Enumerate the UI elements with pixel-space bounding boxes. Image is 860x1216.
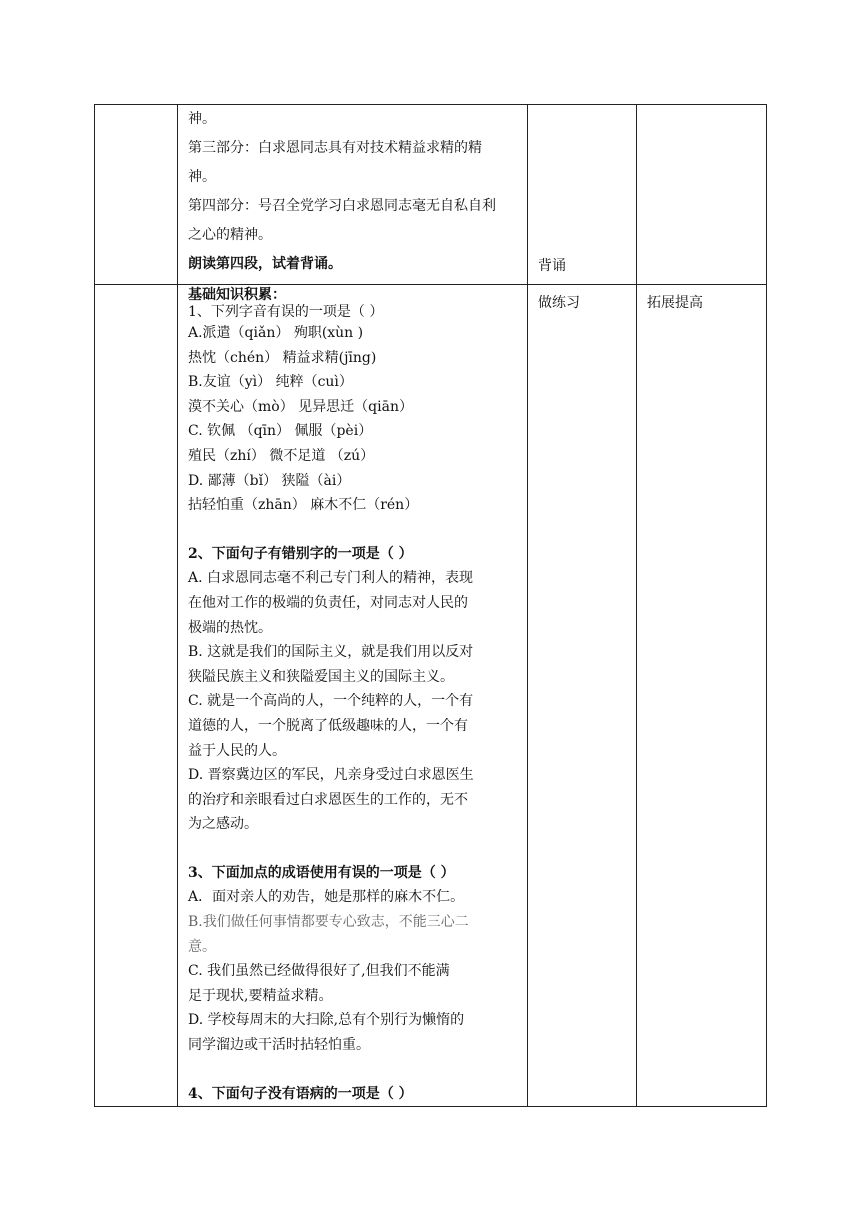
question-2-line: 的治疗和亲眼看过白求恩医生的工作的，无不 xyxy=(188,791,468,808)
summary-line: 第四部分：号召全党学习白求恩同志毫无自私自利 xyxy=(188,198,496,214)
summary-line: 神。 xyxy=(188,169,216,185)
question-2-stem: 2、下面句子有错别字的一项是（ ） xyxy=(188,545,413,562)
cell-empty-right xyxy=(637,105,767,285)
question-3-stem: 3、下面加点的成语使用有误的一项是（ ） xyxy=(188,864,455,881)
table-row-summary xyxy=(95,105,767,285)
question-3-option-d-cont: 同学溜边或干活时拈轻怕重。 xyxy=(188,1037,370,1054)
question-2-line: 道德的人，一个脱离了低级趣味的人，一个有 xyxy=(188,717,468,734)
question-1-option: 拈轻怕重（zhān） 麻木不仁（rén） xyxy=(188,497,419,514)
question-4-stem: 4、下面句子没有语病的一项是（ ） xyxy=(188,1085,413,1102)
type-label: 拓展提高 xyxy=(647,295,703,311)
question-3-option-c-cont: 足于现状,要精益求精。 xyxy=(188,987,333,1004)
spacer xyxy=(188,518,521,542)
table-row-exercises xyxy=(95,285,767,1107)
cell-content-summary xyxy=(178,105,528,285)
question-1-option: 热忱（chén） 精益求精(jīng) xyxy=(188,349,377,366)
question-3-option-a: A．面对亲人的劝告，她是那样的麻木不仁。 xyxy=(188,889,465,906)
question-1-option: 殖民（zhí） 微不足道 （zú） xyxy=(188,447,375,464)
spacer xyxy=(188,1058,521,1082)
method-label: 做练习 xyxy=(538,295,580,311)
cell-method-exercises xyxy=(528,285,637,1107)
question-2-line: 益于人民的人。 xyxy=(188,742,286,759)
cell-content-exercises xyxy=(178,285,528,1107)
method-label: 背诵 xyxy=(538,258,566,274)
question-3-option-b: B.我们做任何事情都要专心致志，不能三心二 xyxy=(188,914,469,931)
section-heading: 基础知识积累： xyxy=(188,287,286,303)
question-2-line: C. 就是一个高尚的人，一个纯粹的人，一个有 xyxy=(188,693,474,710)
question-2-line: 为之感动。 xyxy=(188,816,258,833)
question-1-option: C. 钦佩 （qīn） 佩服（pèi） xyxy=(188,423,373,440)
read-task: 朗读第四段，试着背诵。 xyxy=(188,256,342,272)
question-2-line: 狭隘民族主义和狭隘爱国主义的国际主义。 xyxy=(188,668,454,685)
question-1-option: A.派遣（qiǎn） 殉职(xùn ) xyxy=(188,325,364,341)
question-3-option-c: C. 我们虽然已经做得很好了,但我们不能满 xyxy=(188,963,450,980)
question-2-line: A. 白求恩同志毫不利己专门利人的精神，表现 xyxy=(188,570,474,587)
question-1-option: B.友谊（yì） 纯粹（cuì） xyxy=(188,374,353,391)
question-1-option: D. 鄙薄（bǐ） 狭隘（ài） xyxy=(188,472,351,489)
cell-empty-left xyxy=(95,285,178,1107)
question-3-option-b-cont: 意。 xyxy=(188,938,216,955)
question-2-line: B. 这就是我们的国际主义，就是我们用以反对 xyxy=(188,644,474,661)
spacer xyxy=(188,837,521,861)
cell-type-exercises xyxy=(637,285,767,1107)
cell-method-summary xyxy=(528,105,637,285)
cell-empty-left xyxy=(95,105,178,285)
summary-line: 神。 xyxy=(188,111,216,127)
summary-line: 第三部分：白求恩同志具有对技术精益求精的精 xyxy=(188,140,482,156)
lesson-plan-table xyxy=(94,104,767,1107)
question-3-option-d: D. 学校每周末的大扫除,总有个别行为懒惰的 xyxy=(188,1012,465,1029)
question-2-line: 在他对工作的极端的负责任，对同志对人民的 xyxy=(188,594,468,611)
question-2-line: D. 晋察冀边区的军民，凡亲身受过白求恩医生 xyxy=(188,767,474,784)
question-2-line: 极端的热忱。 xyxy=(188,619,272,636)
question-1-option: 漠不关心（mò） 见异思迁（qiān） xyxy=(188,398,413,415)
summary-line: 之心的精神。 xyxy=(188,227,272,243)
question-1-stem: 1、下列字音有误的一项是（ ） xyxy=(188,304,384,320)
